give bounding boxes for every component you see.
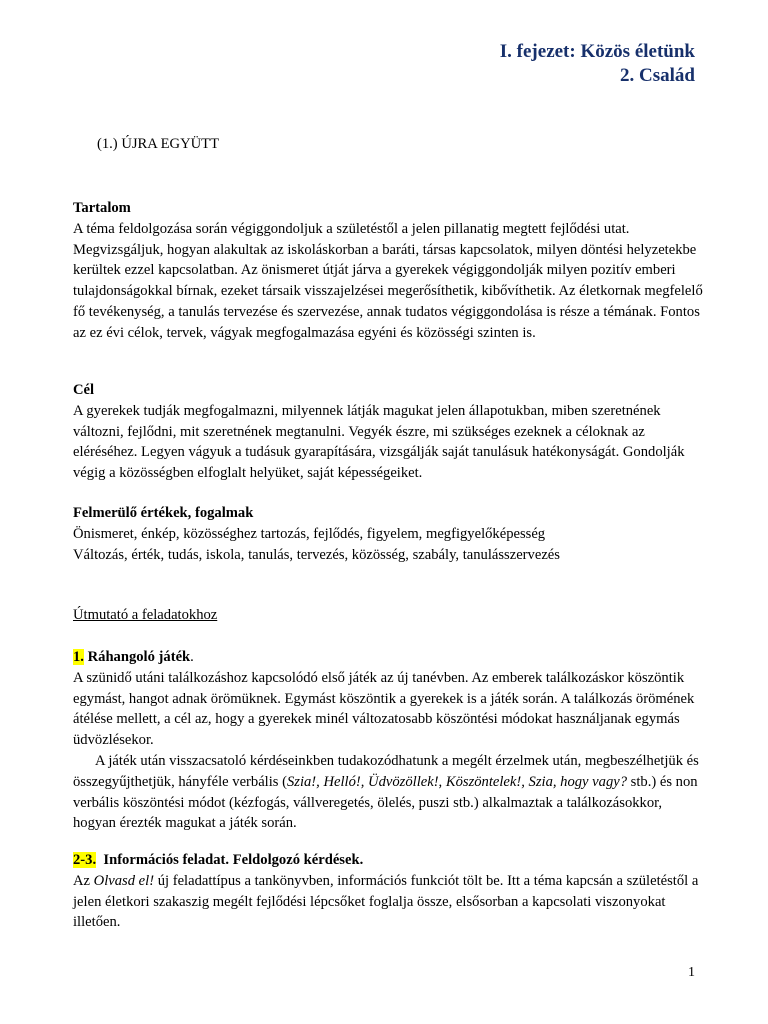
task-1-paragraph-2	[73, 751, 703, 834]
chapter-header	[500, 40, 695, 88]
task-1	[73, 647, 703, 834]
section-title: 2. Család	[620, 65, 695, 86]
tartalom-heading: Tartalom	[73, 200, 131, 216]
task-2-3	[73, 850, 703, 933]
task-1-para2-text-a: A játék után visszacsatoló kérdéseinkben tudakozódhatunk a megélt érzelmek után, megbeszélhetjük és összegyűjthetjük, hányféle verbális (	[73, 752, 699, 790]
ertekek-line-1: Önismeret, énkép, közösséghez tartozás, fejlődés, figyelem, megfigyelőképesség	[73, 525, 546, 542]
task-1-number: 1.	[73, 649, 84, 665]
task-2-3-number: 2-3.	[73, 852, 97, 868]
task-1-title: Ráhangoló játék	[83, 649, 191, 665]
section-tartalom	[73, 198, 703, 344]
lesson-title	[97, 134, 727, 155]
task-2-3-text-a: Az	[73, 872, 94, 889]
chapter-title: I. fejezet: Közös életünk	[499, 41, 695, 62]
page-number: 1	[688, 965, 695, 980]
task-1-title-end: .	[190, 649, 194, 665]
section-ertekek	[73, 503, 703, 565]
task-1-para2-text-b: stb.) és non verbális köszöntési módot (kézfogás, vállveregetés, ölelés, puszi stb.) alkalmaztak a találkozásokkor, hogyan érezték magukat a játék során.	[73, 773, 698, 832]
task-2-3-title: Információs feladat. Feldolgozó kérdések.	[96, 852, 364, 868]
lesson-title-text: (1.) ÚJRA EGYÜTT	[97, 136, 220, 152]
task-2-3-body	[73, 871, 703, 933]
task-2-3-italic: Olvasd el!	[93, 872, 155, 889]
task-1-para2-italic: Szia!, Helló!, Üdvözöllek!, Köszöntelek!, Szia, hogy vagy?	[286, 773, 628, 790]
ertekek-line-2: Változás, érték, tudás, iskola, tanulás, tervezés, közösség, szabály, tanulásszervezés	[73, 546, 560, 563]
cel-body: A gyerekek tudják megfogalmazni, milyennek látják magukat jelen állapotukban, miben szeretnének változni, fejlődni, mit szeretnének megtanulni. Vegyék észre, mi szükséges ezeknek a céloknak az eléréséhez. Legyen vágyuk a tudásuk gyarapítására, vizsgálják saját tanulásuk hatékonyságát. Gondolják végig a közösségben elfoglalt helyüket, saját képességeiket.	[73, 402, 685, 482]
cel-heading: Cél	[73, 382, 95, 398]
task-2-3-text-b: új feladattípus a tankönyvben, információs funkciót tölt be. Itt a téma kapcsán a születéstől a jelen életkori szakaszig megélt fejlődési lépcsőket foglalja össze, elsősorban a kapcsolati viszonyokat illetően.	[73, 872, 699, 931]
ertekek-heading: Felmerülő értékek, fogalmak	[73, 505, 254, 521]
task-1-paragraph-1: A szünidő utáni találkozáshoz kapcsolódó első játék az új tanévben. Az emberek találkozáskor köszöntik egymást, hangot adnak örömüknek. Egymást köszöntik a gyerekek is a játék során. A találkozás örömének átélése mellett, a cél az, hogy a gyerekek minél változatosabb köszöntési módokat használjanak egymás üdvözlésekor.	[73, 669, 695, 749]
utmutato-heading	[73, 605, 703, 626]
utmutato-text: Útmutató a feladatokhoz	[73, 607, 218, 623]
tartalom-body: A téma feldolgozása során végiggondoljuk a születéstől a jelen pillanatig megtett fejlődési utat. Megvizsgáljuk, hogyan alakultak az iskoláskorban a baráti, társas kapcsolatok, milyen döntési helyzetekbe kerültek ezzel kapcsolatban. Az önismeret útját járva a gyerekek végiggondolják milyen pozitív emberi tulajdonságokkal bírnak, ezeket társaik visszajelzései megerősíthetik, kibővíthetik. Az életkornak megfelelő fő tevékenység, a tanulás tervezése és szervezése, annak tudatos végiggondolása is része a témának. Fontos az ez évi célok, tervek, vágyak megfogalmazása egyéni és közösségi szinten is.	[73, 220, 703, 341]
section-cel	[73, 380, 703, 484]
